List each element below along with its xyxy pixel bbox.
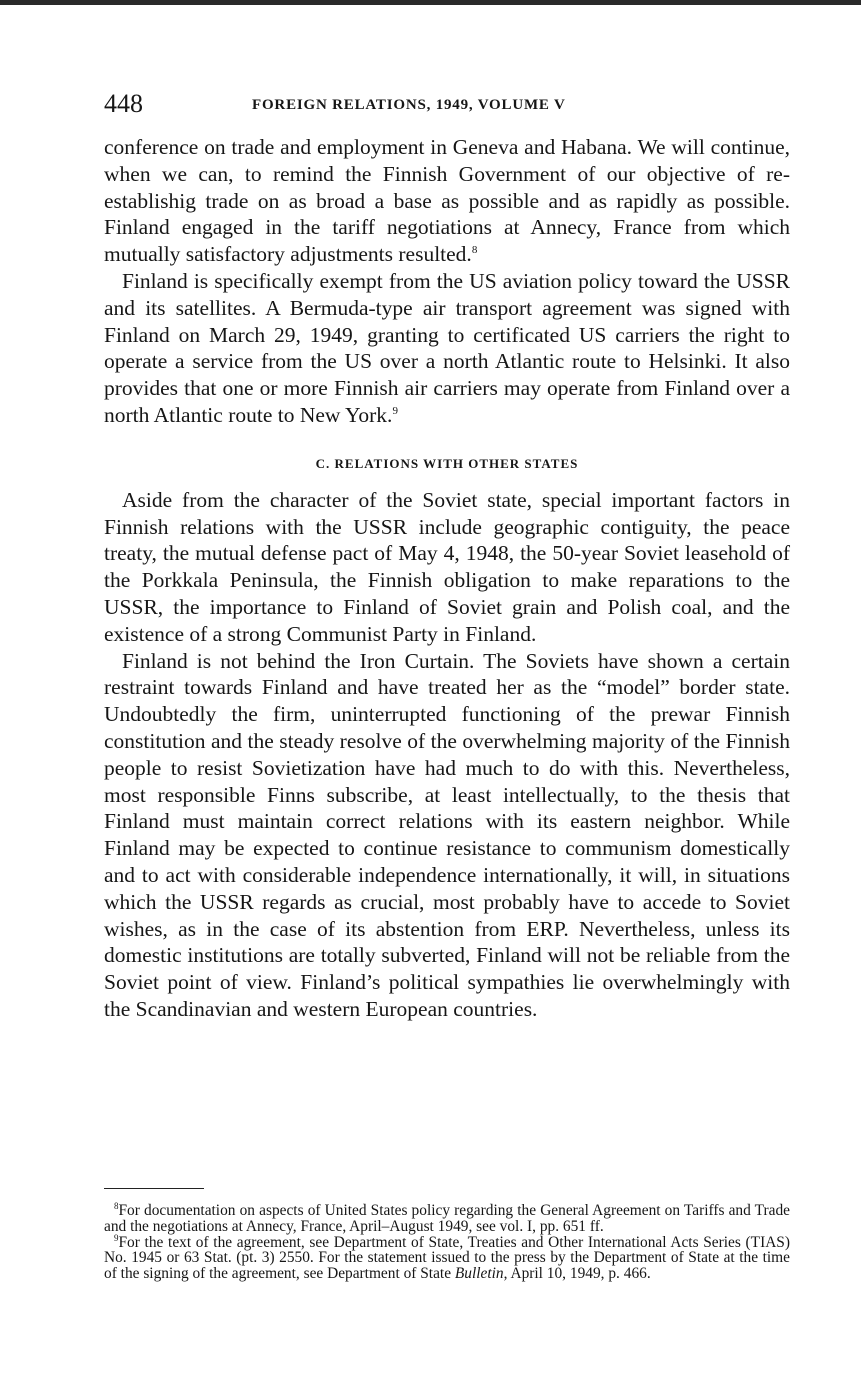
footnote-text-end: , April 10, 1949, p. 466. xyxy=(503,1265,651,1283)
footnote-text: For the text of the agreement, see Department of State, Treaties and Other International Acts Series (TIAS) No. 1945 or 63 Stat. (pt. 3) 2550. For the statement issued to the press by the Department of State at the time of the signing of the agreement, see Department of State xyxy=(104,1233,790,1283)
paragraph-text: Finland is specifically exempt from the US aviation policy toward the USSR and its satellites. A Bermuda-type air transport agreement was signed with Finland on March 29, 1949, granting to certificated US carriers the right to operate a service from the US over a north Atlantic route to Helsinki. It also provides that one or more Finnish air carriers may operate from Finland over a north Atlantic route to New York. xyxy=(104,268,790,427)
footnote-text: For documentation on aspects of United States policy regarding the General Agreement on Tariffs and Trade and the negotiations at Annecy, France, April–August 1949, see vol. I, pp. 651 ff. xyxy=(104,1202,790,1235)
page-header xyxy=(104,90,790,120)
footnote-separator xyxy=(104,1188,204,1189)
footnote-ref-8[interactable]: 8 xyxy=(471,244,478,257)
top-edge-rule xyxy=(0,0,861,5)
page-number: 448 xyxy=(104,89,143,118)
footnote-9 xyxy=(104,1232,790,1283)
section-heading: C. RELATIONS WITH OTHER STATES xyxy=(315,455,579,471)
paragraph-iron-curtain: Finland is not behind the Iron Curtain. The Soviets have shown a certain restraint towards Finland and have treated her as the “model” border state. Undoubtedly the firm, uninterrupted functioning of the prewar Finnish constitution and the steady resolve of the overwhelming majority of the Finnish people to resist Sovietization have had much to do with this. Nevertheless, most responsible Finns subscribe, at least intellectually, to the thesis that Finland must maintain correct relations with its eastern neighbor. While Finland may be expected to continue resistance to communism domestically and to act with considerable independence internationally, it will, in situations which the USSR regards as crucial, most probably have to accede to Soviet wishes, as in the case of its abstention from ERP. Nevertheless, unless its domestic institutions are totally subverted, Finland will not be reliable from the Soviet point of view. Finland’s political sympathies lie overwhelmingly with the Scandinavian and western European countries. xyxy=(104,648,790,1021)
bulletin-title: Bulletin xyxy=(454,1265,504,1283)
paragraph-trade-continuation xyxy=(104,134,790,268)
paragraph-aviation-policy xyxy=(104,268,790,429)
footnote-mark: 9 xyxy=(114,1232,119,1243)
footnote-mark: 8 xyxy=(114,1200,119,1211)
footnote-ref-9[interactable]: 9 xyxy=(392,404,398,417)
footnote-8 xyxy=(104,1200,790,1235)
footnotes xyxy=(104,1200,790,1283)
paragraph-text: conference on trade and employment in Geneva and Habana. We will continue, when we can, to remind the Finnish Government of our objective of re-establishig trade on as broad a base as possible and as rapidly as possible. Finland engaged in the tariff negotiations at Annecy, France from which mutually satisfactory adjustments resulted. xyxy=(104,135,790,267)
paragraph-soviet-factors: Aside from the character of the Soviet state, special important factors in Finnish relations with the USSR include geographic contiguity, the peace treaty, the mutual defense pact of May 4, 1948, the 50-year Soviet leasehold of the Porkkala Peninsula, the Finnish obligation to make reparations to the USSR, the importance to Finland of Soviet grain and Polish coal, and the existence of a strong Communist Party in Finland. xyxy=(104,487,790,646)
running-title: FOREIGN RELATIONS, 1949, VOLUME V xyxy=(252,97,566,113)
body-text xyxy=(104,134,790,1023)
